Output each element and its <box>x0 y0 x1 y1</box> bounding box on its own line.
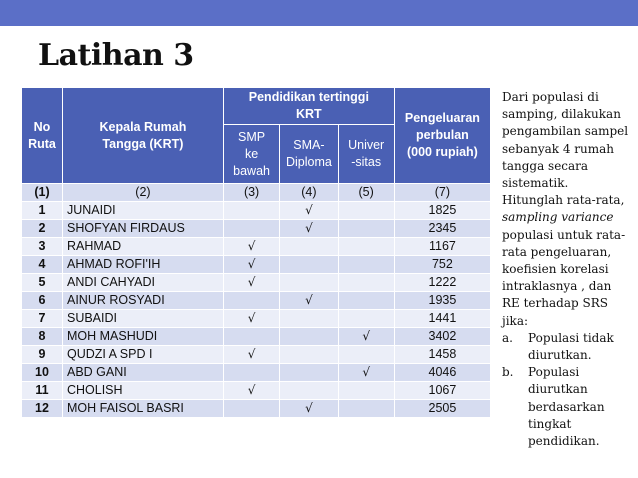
education-check-cell <box>338 274 394 292</box>
education-check-cell <box>223 292 279 310</box>
header-no-line: Ruta <box>28 136 56 151</box>
table-row <box>22 202 491 220</box>
header-pendidikan <box>223 88 394 125</box>
header-no <box>22 88 63 184</box>
table-row <box>22 382 491 400</box>
index-cell: (7) <box>394 184 490 202</box>
education-check-cell <box>338 256 394 274</box>
population-table <box>21 87 491 418</box>
education-check-cell <box>280 382 338 400</box>
table-index-row <box>22 184 491 202</box>
table-row <box>22 220 491 238</box>
education-check-cell <box>338 238 394 256</box>
monthly-expenditure: 1067 <box>394 382 490 400</box>
row-number: 8 <box>22 328 63 346</box>
index-cell: (4) <box>280 184 338 202</box>
item-text: Populasi tidak diurutkan. <box>528 330 614 363</box>
row-number: 10 <box>22 364 63 382</box>
row-number: 6 <box>22 292 63 310</box>
index-cell: (3) <box>223 184 279 202</box>
education-check-cell <box>338 310 394 328</box>
education-check-cell <box>223 400 279 418</box>
education-check-cell: √ <box>338 364 394 382</box>
header-pengeluaran-line: perbulan <box>416 128 469 142</box>
monthly-expenditure: 1167 <box>394 238 490 256</box>
index-cell: (5) <box>338 184 394 202</box>
education-check-cell <box>223 364 279 382</box>
education-check-cell <box>223 328 279 346</box>
item-text: Populasi diurutkan berdasarkan tingkat pendidikan. <box>528 365 605 449</box>
exercise-item <box>502 330 632 364</box>
education-check-cell <box>338 382 394 400</box>
education-check-cell <box>223 220 279 238</box>
education-check-cell: √ <box>338 328 394 346</box>
header-smp-line: bawah <box>233 163 270 178</box>
education-check-cell: √ <box>280 400 338 418</box>
table-row <box>22 274 491 292</box>
head-of-household-name: ABD GANI <box>62 364 223 382</box>
index-cell: (1) <box>22 184 63 202</box>
row-number: 2 <box>22 220 63 238</box>
header-sma-line: Diploma <box>285 155 332 169</box>
monthly-expenditure: 3402 <box>394 328 490 346</box>
intro-text-end: populasi untuk rata-rata pengeluaran, koefisien korelasi intraklasnya , dan RE terhadap SRS jika: <box>502 227 626 328</box>
education-check-cell: √ <box>223 256 279 274</box>
head-of-household-name: CHOLISH <box>62 382 223 400</box>
monthly-expenditure: 752 <box>394 256 490 274</box>
head-of-household-name: QUDZI A SPD I <box>62 346 223 364</box>
row-number: 11 <box>22 382 63 400</box>
head-of-household-name: RAHMAD <box>62 238 223 256</box>
header-pengeluaran <box>394 88 490 184</box>
education-check-cell <box>280 274 338 292</box>
monthly-expenditure: 1222 <box>394 274 490 292</box>
head-of-household-name: AINUR ROSYADI <box>62 292 223 310</box>
education-check-cell <box>280 364 338 382</box>
exercise-intro <box>502 89 632 330</box>
education-check-cell <box>338 400 394 418</box>
item-marker: a. <box>502 330 513 345</box>
header-kepala <box>62 88 223 184</box>
head-of-household-name: MOH MASHUDI <box>62 328 223 346</box>
education-check-cell <box>223 202 279 220</box>
education-check-cell <box>338 220 394 238</box>
top-accent-bar <box>0 0 638 26</box>
monthly-expenditure: 4046 <box>394 364 490 382</box>
education-check-cell <box>280 346 338 364</box>
item-marker: b. <box>502 365 514 380</box>
table-row <box>22 310 491 328</box>
table-row <box>22 292 491 310</box>
slide-title: Latihan 3 <box>38 38 194 73</box>
table-row <box>22 400 491 418</box>
header-sma-line: SMA- <box>293 138 325 152</box>
head-of-household-name: SUBAIDI <box>62 310 223 328</box>
monthly-expenditure: 1458 <box>394 346 490 364</box>
education-check-cell <box>280 328 338 346</box>
head-of-household-name: SHOFYAN FIRDAUS <box>62 220 223 238</box>
table-header-row <box>22 88 491 125</box>
header-smp <box>223 125 279 184</box>
exercise-item <box>502 364 632 450</box>
header-kepala-line: Kepala Rumah <box>99 119 187 134</box>
education-check-cell <box>280 310 338 328</box>
monthly-expenditure: 2505 <box>394 400 490 418</box>
header-sma <box>280 125 338 184</box>
education-check-cell: √ <box>223 382 279 400</box>
intro-text: Dari populasi di samping, dilakukan pengambilan sampel sebanyak 4 rumah tangga secara sistematik. Hitunglah rata-rata, <box>502 90 629 208</box>
header-no-line: No <box>33 119 51 134</box>
education-check-cell: √ <box>280 292 338 310</box>
table-row <box>22 346 491 364</box>
monthly-expenditure: 1825 <box>394 202 490 220</box>
intro-italic-term: sampling variance <box>502 210 614 225</box>
table-row <box>22 238 491 256</box>
header-kepala-line: Tangga (KRT) <box>102 136 184 151</box>
header-pengeluaran-line: Pengeluaran <box>404 111 480 125</box>
index-cell: (2) <box>62 184 223 202</box>
header-pendidikan-line: Pendidikan tertinggi <box>248 90 369 104</box>
header-pengeluaran-line: (000 rupiah) <box>406 145 478 159</box>
exercise-text <box>502 89 632 450</box>
education-check-cell: √ <box>280 202 338 220</box>
row-number: 3 <box>22 238 63 256</box>
monthly-expenditure: 1935 <box>394 292 490 310</box>
education-check-cell: √ <box>223 346 279 364</box>
monthly-expenditure: 1441 <box>394 310 490 328</box>
row-number: 7 <box>22 310 63 328</box>
row-number: 4 <box>22 256 63 274</box>
head-of-household-name: AHMAD ROFI'IH <box>62 256 223 274</box>
head-of-household-name: ANDI CAHYADI <box>62 274 223 292</box>
table-row <box>22 256 491 274</box>
monthly-expenditure: 2345 <box>394 220 490 238</box>
header-univ <box>338 125 394 184</box>
education-check-cell: √ <box>280 220 338 238</box>
education-check-cell: √ <box>223 238 279 256</box>
education-check-cell <box>338 292 394 310</box>
education-check-cell <box>280 256 338 274</box>
table-row <box>22 328 491 346</box>
row-number: 12 <box>22 400 63 418</box>
education-check-cell: √ <box>223 310 279 328</box>
head-of-household-name: MOH FAISOL BASRI <box>62 400 223 418</box>
education-check-cell <box>280 238 338 256</box>
header-pendidikan-line: KRT <box>295 107 322 121</box>
header-smp-line: ke <box>244 146 259 161</box>
header-univ-line: -sitas <box>351 155 382 169</box>
header-smp-line: SMP <box>238 129 266 144</box>
education-check-cell <box>338 202 394 220</box>
head-of-household-name: JUNAIDI <box>62 202 223 220</box>
exercise-list <box>502 330 632 450</box>
row-number: 1 <box>22 202 63 220</box>
education-check-cell: √ <box>223 274 279 292</box>
table-row <box>22 364 491 382</box>
row-number: 5 <box>22 274 63 292</box>
row-number: 9 <box>22 346 63 364</box>
header-univ-line: Univer <box>348 138 385 152</box>
education-check-cell <box>338 346 394 364</box>
